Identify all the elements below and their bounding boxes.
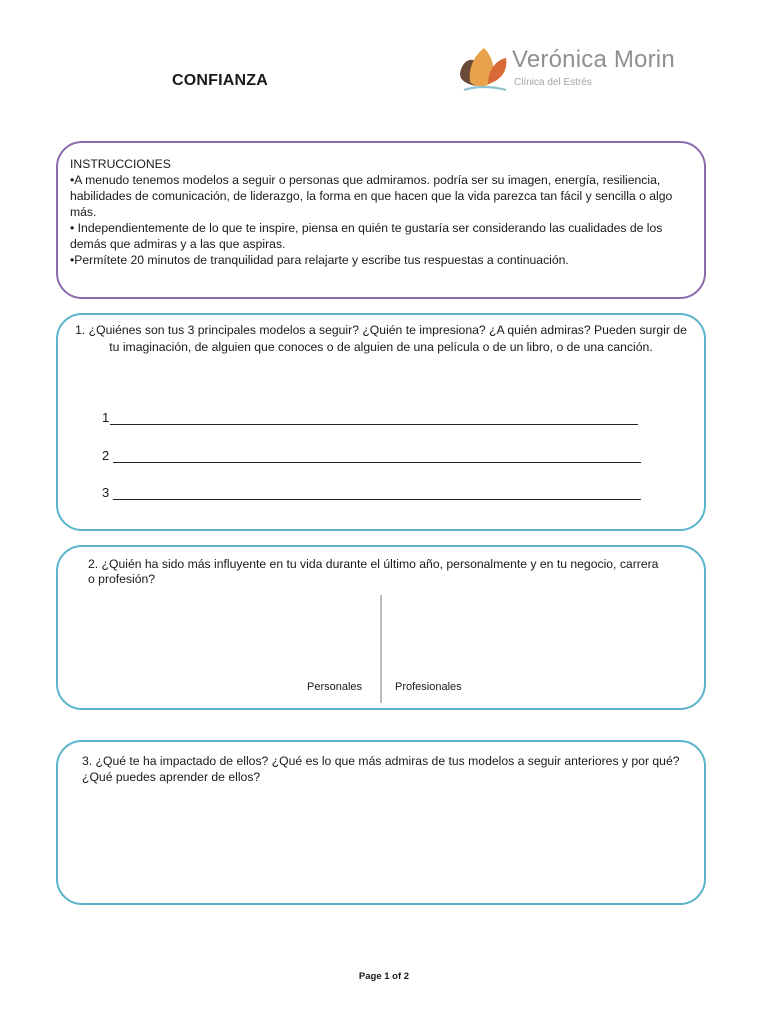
lotus-icon	[458, 46, 510, 94]
instruction-line: • Independientemente de lo que te inspire, piensa en quién te gustaría ser considerando las cualidades de los demás que admiras y a las que aspiras.	[70, 221, 663, 251]
answer-line-3[interactable]	[102, 485, 641, 500]
instructions-box	[56, 141, 706, 299]
logo-name: Verónica Morin	[512, 46, 675, 73]
answer-line-2[interactable]	[102, 448, 641, 463]
instruction-line: •Permítete 20 minutos de tranquilidad para relajarte y escribe tus respuestas a continuación.	[70, 253, 569, 267]
answer-number: 3	[102, 485, 110, 500]
question1-text: 1. ¿Quiénes son tus 3 principales modelos a seguir? ¿Quién te impresiona? ¿A quién admiras? Pueden surgir de tu imaginación, de alguien que conoces o de alguien de una película o de un libro, o de una canción.	[75, 323, 687, 354]
question3-text: 3. ¿Qué te ha impactado de ellos? ¿Qué es lo que más admiras de tus modelos a seguir anteriores y por qué? ¿Qué puedes aprender de ellos?	[82, 754, 680, 784]
page-number: Page 1 of 2	[358, 971, 410, 982]
answer-number: 1	[102, 410, 110, 425]
question1-box	[56, 313, 706, 531]
logo-subtitle: Clínica del Estrés	[514, 77, 592, 88]
column-divider	[380, 595, 382, 703]
instructions-heading: INSTRUCCIONES	[70, 157, 171, 171]
question2-box	[56, 545, 706, 710]
brand-logo	[458, 44, 688, 96]
question2-text: 2. ¿Quién ha sido más influyente en tu vida durante el último año, personalmente y en tu negocio, carrera o profesión?	[88, 557, 659, 586]
page-title: CONFIANZA	[172, 72, 269, 89]
answer-number: 2	[102, 448, 110, 463]
question3-box	[56, 740, 706, 905]
answer-line-1[interactable]	[102, 410, 638, 425]
label-personal: Personales	[307, 681, 363, 693]
label-professional: Profesionales	[395, 681, 462, 693]
instruction-line: •A menudo tenemos modelos a seguir o personas que admiramos. podría ser su imagen, energía, resiliencia, habilidades de comunicación, de liderazgo, la forma en que hacen que la vida parezca tan fácil y sencilla o algo más.	[70, 173, 673, 219]
